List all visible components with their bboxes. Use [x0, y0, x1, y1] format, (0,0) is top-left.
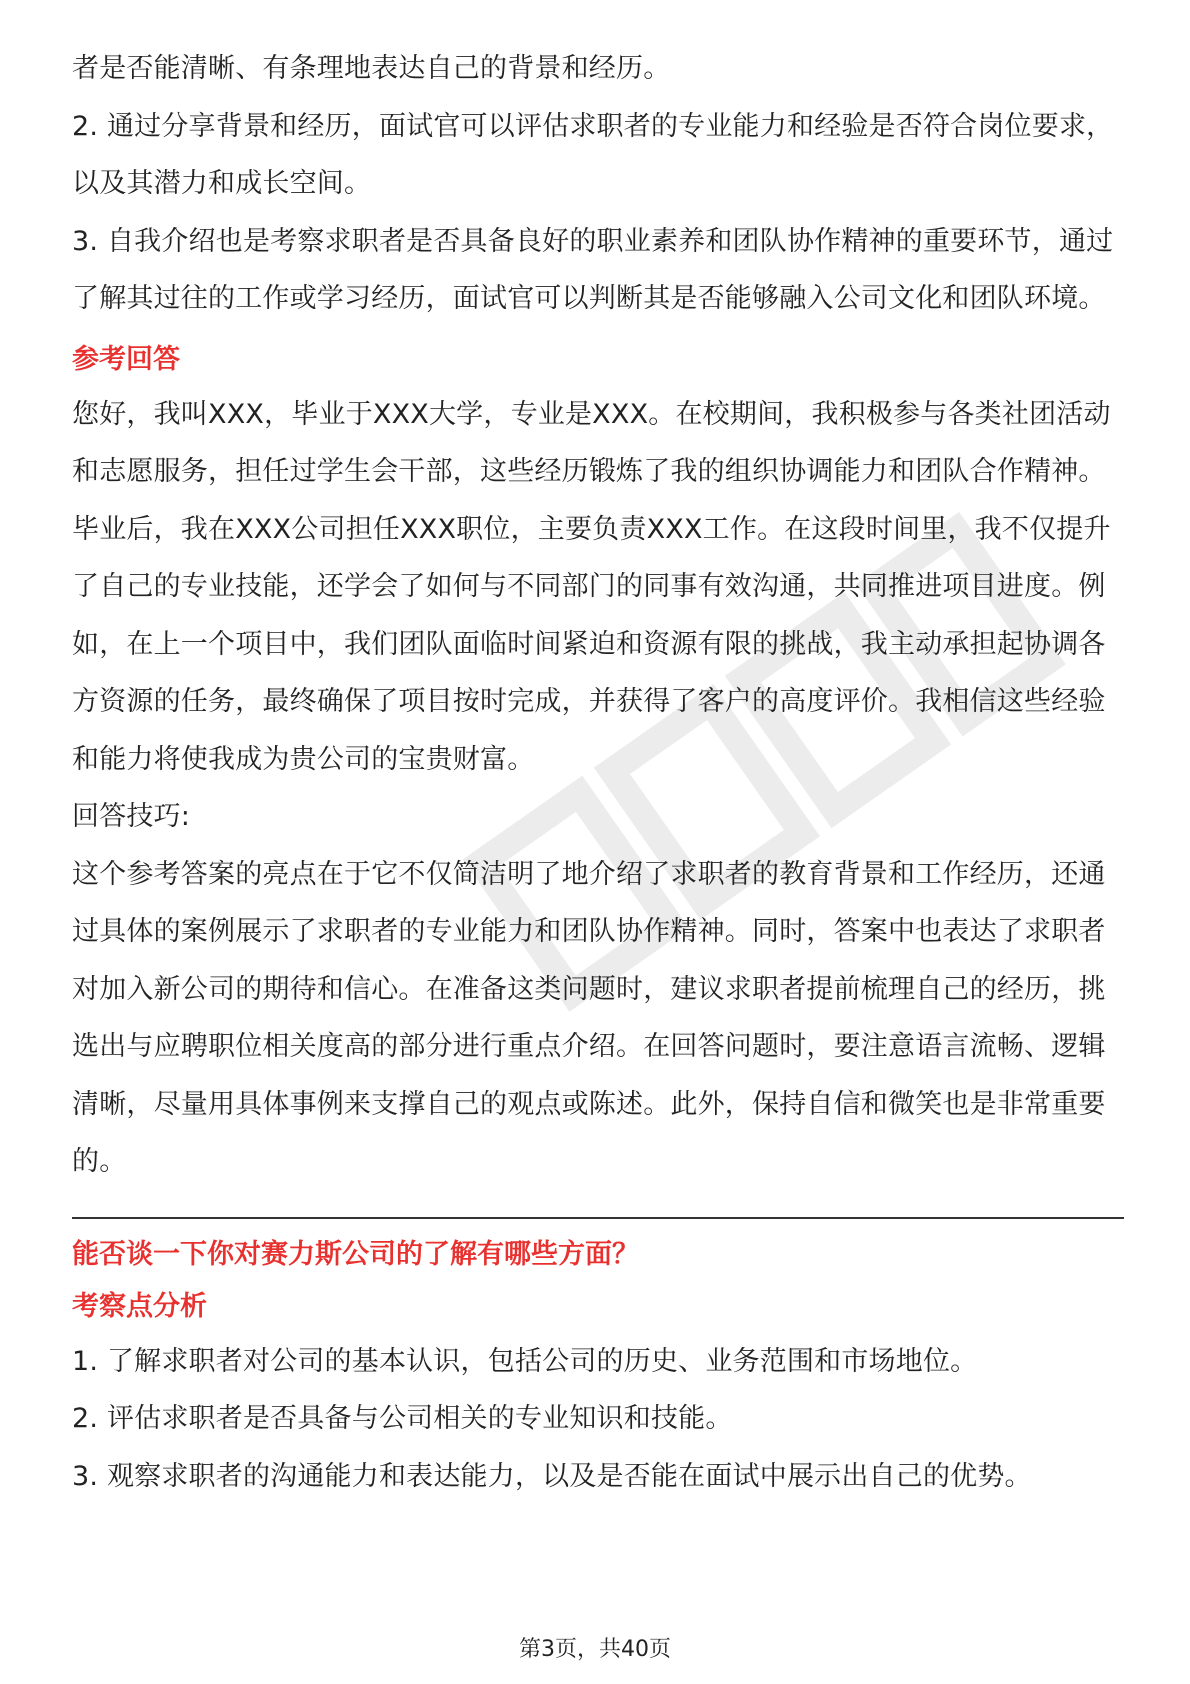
reference-answer: 您好，我叫XXX，毕业于XXX大学，专业是XXX。在校期间，我积极参与各类社团活动和志愿服务，担任过学生会干部，这些经历锻炼了我的组织协调能力和团队合作精神。毕业后，我在XXX公司担任XXX职位，主要负责XXX工作。在这段时间里，我不仅提升了自己的专业技能，还学会了如何与不同部门的同事有效沟通，共同推进项目进度。例如，在上一个项目中，我们团队面临时间紧迫和资源有限的挑战，我主动承担起协调各方资源的任务，最终确保了项目按时完成，并获得了客户的高度评价。我相信这些经验和能力将使我成为贵公司的宝贵财富。: [72, 398, 1111, 775]
section-divider: [72, 1217, 1124, 1219]
list-item: 3. 观察求职者的沟通能力和表达能力，以及是否能在面试中展示出自己的优势。: [72, 1460, 1032, 1492]
reference-heading: 参考回答: [72, 343, 180, 375]
intro-continuation: 者是否能清晰、有条理地表达自己的背景和经历。: [72, 53, 671, 84]
list-item: 3. 自我介绍也是考察求职者是否具备良好的职业素养和团队协作精神的重要环节，通过了解其过往的工作或学习经历，面试官可以判断其是否能够融入公司文化和团队环境。: [72, 225, 1114, 314]
list-item: 2. 通过分享背景和经历，面试官可以评估求职者的专业能力和经验是否符合岗位要求，以及其潜力和成长空间。: [72, 110, 1114, 199]
tips-label: 回答技巧:: [72, 801, 191, 832]
document-page: [72, 40, 1124, 1505]
analysis-heading: 考察点分析: [72, 1290, 207, 1322]
list-item: 1. 了解求职者对公司的基本认识，包括公司的历史、业务范围和市场地位。: [72, 1345, 978, 1377]
question-title: 能否谈一下你对赛力斯公司的了解有哪些方面？: [72, 1238, 639, 1270]
page-footer: 第3页，共40页: [519, 1637, 671, 1662]
tips-text: 这个参考答案的亮点在于它不仅简洁明了地介绍了求职者的教育背景和工作经历，还通过具体的案例展示了求职者的专业能力和团队协作精神。同时，答案中也表达了求职者对加入新公司的期待和信心。在准备这类问题时，建议求职者提前梳理自己的经历，挑选出与应聘职位相关度高的部分进行重点介绍。在回答问题时，要注意语言流畅、逻辑清晰，尽量用具体事例来支撑自己的观点或陈述。此外，保持自信和微笑也是非常重要的。: [72, 858, 1106, 1177]
list-item: 2. 评估求职者是否具备与公司相关的专业知识和技能。: [72, 1403, 733, 1434]
